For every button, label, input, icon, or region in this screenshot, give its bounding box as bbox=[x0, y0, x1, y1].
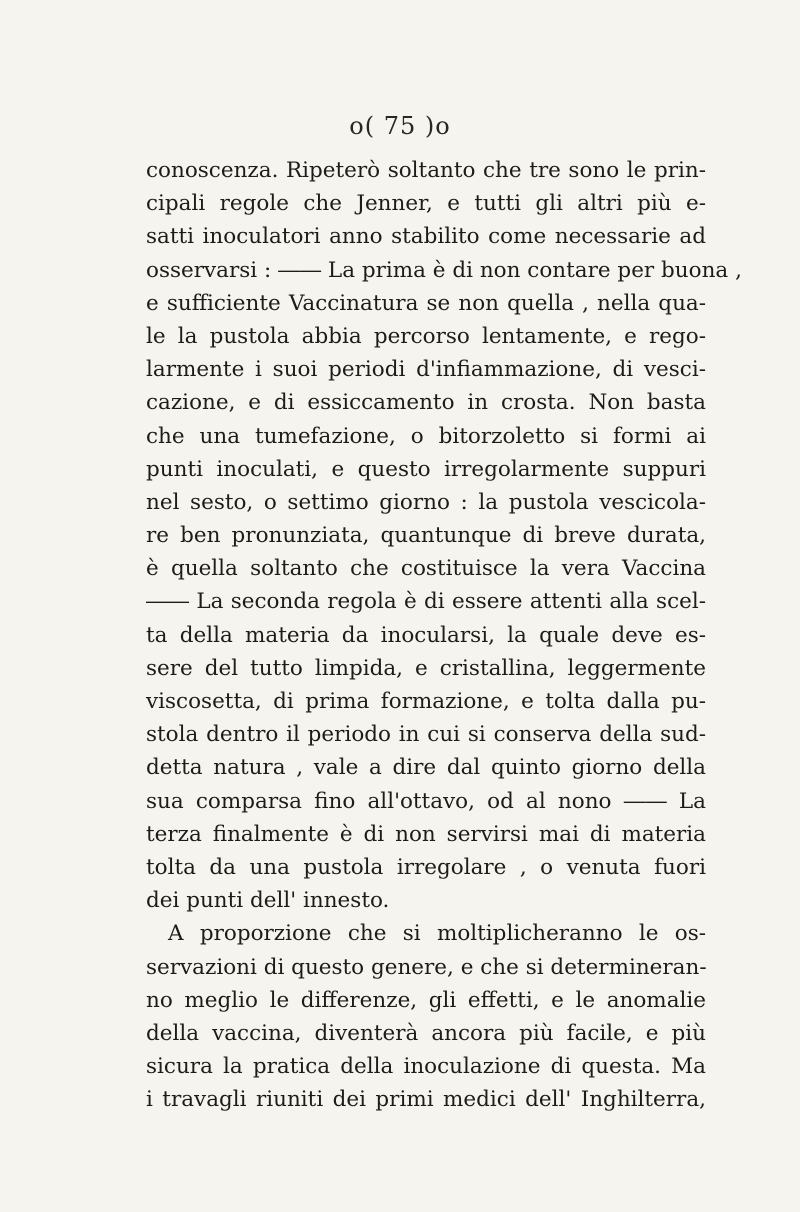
text-line: e sufficiente Vaccinatura se non quella , nella qua- bbox=[146, 290, 706, 316]
text-line: sere del tutto limpida, e cristallina, leggermente bbox=[146, 655, 706, 681]
text-line: conoscenza. Ripeterò soltanto che tre sono le prin- bbox=[146, 158, 706, 183]
body-text bbox=[146, 154, 742, 1116]
text-line: le la pustola abbia percorso lentamente, e rego- bbox=[146, 323, 706, 349]
text-line: nel sesto, o settimo giorno : la pustola vescicola- bbox=[146, 489, 706, 515]
text-line: terza finalmente è di non servirsi mai di materia bbox=[146, 821, 706, 847]
text-line: tolta da una pustola irregolare , o venuta fuori bbox=[146, 854, 706, 880]
text-line: sicura la pratica della inoculazione di questa. Ma bbox=[146, 1054, 706, 1080]
text-line: cazione, e di essiccamento in crosta. Non basta bbox=[146, 390, 706, 416]
text-line: stola dentro il periodo in cui si conserva della sud- bbox=[146, 722, 706, 748]
text-line: punti inoculati, e questo irregolarmente suppuri bbox=[146, 456, 706, 482]
text-line: satti inoculatori anno stabilito come necessarie ad bbox=[146, 224, 706, 250]
text-line: A proporzione che si moltiplicheranno le os- bbox=[168, 921, 706, 947]
text-line: servazioni di questo genere, e che si determineran- bbox=[146, 954, 707, 980]
text-line: no meglio le differenze, gli effetti, e le anomalie bbox=[146, 987, 706, 1013]
text-line: larmente i suoi periodi d'infiammazione, di vesci- bbox=[146, 357, 706, 383]
text-line: osservarsi : ―― La prima è di non contare per buona , bbox=[146, 257, 742, 283]
text-line: dei punti dell' innesto. bbox=[146, 888, 390, 914]
text-line: è quella soltanto che costituisce la vera Vaccina bbox=[146, 556, 706, 582]
text-line: i travagli riuniti dei primi medici dell' Inghilterra, bbox=[146, 1087, 706, 1113]
text-line: detta natura , vale a dire dal quinto giorno della bbox=[146, 755, 706, 781]
text-line: che una tumefazione, o bitorzoletto si formi ai bbox=[146, 423, 706, 449]
text-line: della vaccina, diventerà ancora più facile, e più bbox=[146, 1020, 706, 1046]
text-line: ta della materia da inocularsi, la quale deve es- bbox=[146, 622, 706, 648]
text-line: viscosetta, di prima formazione, e tolta dalla pu- bbox=[146, 689, 706, 714]
text-line: sua comparsa fino all'ottavo, od al nono ―― La bbox=[146, 788, 706, 814]
text-line: cipali regole che Jenner, e tutti gli altri più e- bbox=[146, 191, 706, 217]
text-line: re ben pronunziata, quantunque di breve durata, bbox=[146, 523, 706, 549]
text-line: ―― La seconda regola è di essere attenti alla scel- bbox=[146, 589, 706, 615]
page-number-header: o( 75 )o bbox=[349, 112, 451, 140]
